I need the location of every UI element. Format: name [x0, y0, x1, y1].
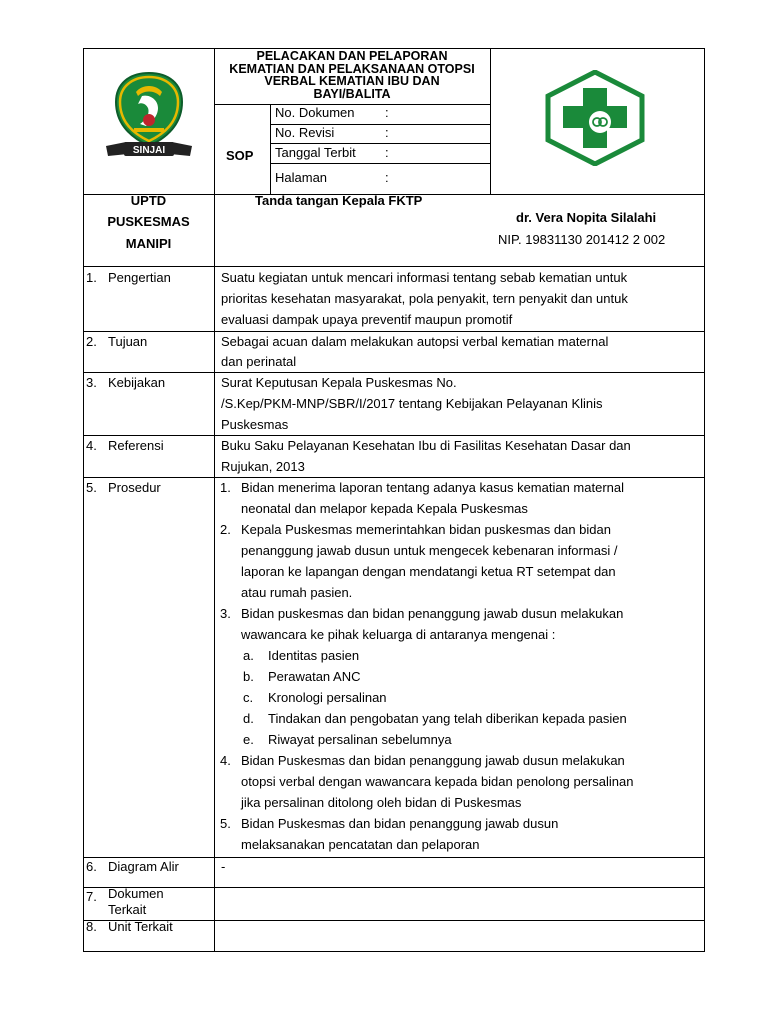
section-text: prioritas kesehatan masyarakat, pola penyakit, tern penyakit dan untuk — [221, 291, 628, 306]
sop-label: SOP — [226, 148, 254, 163]
step-text: atau rumah pasien. — [241, 585, 353, 600]
section-text: evaluasi dampak upaya preventif maupun promotif — [221, 312, 513, 327]
meta-label-no-revisi: No. Revisi — [275, 125, 335, 140]
meta-colon: : — [385, 170, 389, 185]
section-label-unit-terkait: Unit Terkait — [108, 919, 173, 934]
section-label-diagram-alir: Diagram Alir — [108, 859, 179, 874]
subitem-text: Riwayat persalinan sebelumnya — [268, 732, 452, 747]
org-line: PUSKESMAS — [107, 214, 190, 229]
section-text: Surat Keputusan Kepala Puskesmas No. — [221, 375, 457, 390]
step-text: neonatal dan melapor kepada Kepala Puskesmas — [241, 501, 528, 516]
section-number: 6. — [86, 859, 97, 874]
subitem-letter: d. — [243, 711, 254, 726]
section-label-pengertian: Pengertian — [108, 270, 171, 285]
step-number: 4. — [220, 753, 231, 768]
section-text: Suatu kegiatan untuk mencari informasi tentang sebab kematian untuk — [221, 270, 628, 285]
meta-colon: : — [385, 125, 389, 140]
step-text: melaksanakan pencatatan dan pelaporan — [241, 837, 480, 852]
section-label-referensi: Referensi — [108, 438, 164, 453]
subitem-letter: e. — [243, 732, 254, 747]
section-text: /S.Kep/PKM-MNP/SBR/I/2017 tentang Kebijakan Pelayanan Klinis — [221, 396, 603, 411]
section-number: 3. — [86, 375, 97, 390]
section-label-prosedur: Prosedur — [108, 480, 161, 495]
section-text: - — [221, 859, 226, 874]
step-text: Bidan puskesmas dan bidan penanggung jawab dusun melakukan — [241, 606, 624, 621]
section-number: 1. — [86, 270, 97, 285]
step-text: Bidan menerima laporan tentang adanya kasus kematian maternal — [241, 480, 625, 495]
meta-label-tanggal-terbit: Tanggal Terbit — [275, 145, 356, 160]
subitem-text: Kronologi persalinan — [268, 690, 387, 705]
section-number: 7. — [86, 889, 97, 904]
step-text: Bidan Puskesmas dan bidan penanggung jawab dusun melakukan — [241, 753, 625, 768]
org-line: UPTD — [130, 193, 167, 208]
section-text: Rujukan, 2013 — [221, 459, 305, 474]
section-label-kebijakan: Kebijakan — [108, 375, 166, 390]
signer-name: dr. Vera Nopita Silalahi — [516, 210, 657, 225]
puskesmas-logo — [543, 70, 647, 166]
step-number: 5. — [220, 816, 231, 831]
meta-label-no-dokumen: No. Dokumen — [275, 105, 355, 120]
signer-nip: NIP. 19831130 201412 2 002 — [498, 232, 666, 247]
subitem-text: Identitas pasien — [268, 648, 360, 663]
subitem-letter: b. — [243, 669, 254, 684]
section-text: Buku Saku Pelayanan Kesehatan Ibu di Fasilitas Kesehatan Dasar dan — [221, 438, 631, 453]
section-number: 5. — [86, 480, 97, 495]
step-number: 1. — [220, 480, 231, 495]
meta-colon: : — [385, 145, 389, 160]
step-text: otopsi verbal dengan wawancara kepada bidan penolong persalinan — [241, 774, 634, 789]
step-number: 2. — [220, 522, 231, 537]
section-number: 2. — [86, 334, 97, 349]
step-number: 3. — [220, 606, 231, 621]
sinjai-logo — [104, 70, 194, 162]
section-number: 4. — [86, 438, 97, 453]
section-label-tujuan: Tujuan — [108, 334, 148, 349]
meta-colon: : — [385, 105, 389, 120]
section-label-dokumen-terkait: Dokumen — [108, 886, 164, 901]
section-label-dokumen-terkait-2: Terkait — [108, 902, 147, 917]
logo-text: SINJAI — [132, 145, 166, 156]
subitem-text: Tindakan dan pengobatan yang telah diberikan kepada pasien — [268, 711, 627, 726]
section-text: dan perinatal — [221, 354, 297, 369]
section-number: 8. — [86, 919, 97, 934]
step-text: wawancara ke pihak keluarga di antaranya mengenai : — [241, 627, 556, 642]
step-text: jika persalinan ditolong oleh bidan di Puskesmas — [241, 795, 522, 810]
page-title: PELACAKAN DAN PELAPORAN KEMATIAN DAN PELAKSANAAN OTOPSI VERBAL KEMATIAN IBU DAN BAYI/BALITA — [229, 49, 475, 101]
subitem-letter: a. — [243, 648, 254, 663]
subitem-letter: c. — [243, 690, 254, 705]
section-text: Sebagai acuan dalam melakukan autopsi verbal kematian maternal — [221, 334, 609, 349]
subitem-text: Perawatan ANC — [268, 669, 361, 684]
meta-label-halaman: Halaman — [275, 170, 328, 185]
step-text: penanggung jawab dusun untuk mengecek kebenaran informasi / — [241, 543, 618, 558]
signature-label: Tanda tangan Kepala FKTP — [255, 193, 423, 208]
section-text: Puskesmas — [221, 417, 289, 432]
step-text: laporan ke lapangan dengan mendatangi ketua RT setempat dan — [241, 564, 616, 579]
org-line: MANIPI — [125, 236, 172, 251]
step-text: Kepala Puskesmas memerintahkan bidan puskesmas dan bidan — [241, 522, 611, 537]
step-text: Bidan Puskesmas dan bidan penanggung jawab dusun — [241, 816, 559, 831]
